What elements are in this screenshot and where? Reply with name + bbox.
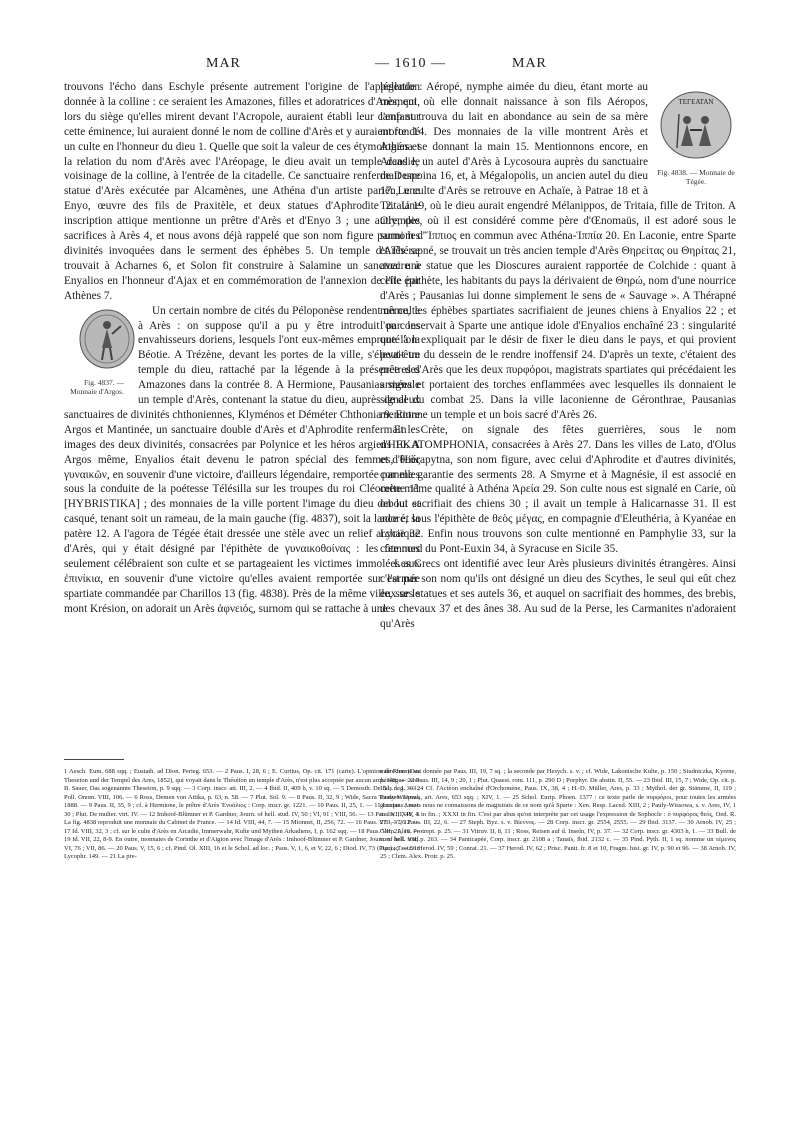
paragraph: trouvons l'écho dans Eschyle présente autrement l'origine de l'appellation donnée à la colline : ce seraient les Amazones, filles et adoratrices d'Arès, qui, lors du siège qu'elles mirent devant l'Acropole, auraient établi leur camp sur cette éminence, lui auraient donné le nom de colline d'Arès et y auraient fondé un culte en l'honneur du dieu 1. Quelle que soit la valeur de ces étymologies et la relation du nom d'Arès avec l'Aréopage, le dieu avait un temple dans le voisinage de la colline, à l'entrée de la citadelle. Ce sanctuaire renfermait une statue d'Arès exécutée par Alcamènes, une Athéna d'un artiste parien, une Enyo, œuvre des fils de Praxitèle, et deux statues d'Aphrodite 2. Une inscription attique mentionne un prêtre d'Arès et d'Enyo 3 ; une autre, des sacrifices à Arès 4, et nous avons déjà rappelé que son nom figure parmi les divinités invoquées dans le serment des éphèbes 5. Un temple d'Arès se trouvait à Acharnes 6, et Solon fit construire à Salamine un sanctuaire à Enyalios en l'honneur d'Ajax et en commémoration de l'annexion de l'île par Athènes 7. <box>64 81 420 302</box>
paragraph-text: Un certain nombre de cités du Péloponèse rendent un culte à Arès : on suppose qu'il a pu y être introduit par les envahisseurs doriens, lesquels l'ont eux-mêmes emprunté à la Béotie. A Trézène, devant les portes de la ville, s'élevait un temple du dieu, rattaché par la légende à la présence des Amazones dans la contrée 8. A Hermione, Pausanias signale un temple d'Arès, contenant la statue du dieu, auprès de deux sanctuaires de divinités chthoniennes, Klyménos et Déméter Chthonia 9. Entre Argos et Mantinée, un sanctuaire double d'Arès et d'Aphrodite renfermait les images des deux divinités, consacrées par Polynice et les héros argiens 10. A Argos même, Enyalios était devenu le patron spécial des femmes, θεὸς γυναικῶν, en souvenir d'une victoire, d'ailleurs légendaire, remportée par elles sous la conduite de la poétesse Télésilla sur les troupes du roi Cléomène 11 [HYBRISTIKA] ; des monnaies de la ville portent l'image du dieu debout et casqué, tenant soit un rameau, de la main gauche (fig. 4837), soit la lance et la patère 12. A l'agora de Tégée était dressée une stèle avec un relief archaïque d'Arès, qui y était désigné par l'épithète de γυναικοθοίνας : les femmes seulement célébraient son culte et se partageaient les victimes immolées aux ἐπινίκια, en souvenir d'une victoire qu'elles avaient remportée sur l'armée spartiate commandée par Charillos 13 (fig. 4838). Près de la même ville, sur le mont Krésion, on adorait un Arès ἀφνειός, surnom qui se rattache à une <box>64 304 420 615</box>
footnote-rule <box>64 759 124 760</box>
paragraph: Les Grecs ont identifié avec leur Arès plusieurs divinités étrangères. Ainsi c'est par son nom qu'ils ont désigné un dieu des Scythes, le seul qui eût chez eux ses statues et ses autels 36, et auquel on sacrifiait des hommes, des brebis, des chevaux 37 et des ânes 38. Au sud de la Perse, les Carmanites n'adoraient qu'Arès <box>380 558 736 630</box>
paragraph-text: légende : Aéropé, nymphe aimée du dieu, étant morte au moment où elle donnait naissance à son fils Aéropos, l'enfant trouva du lait en abondance au sein de sa mère morte 14. Des monnaies de la ville montrent Arès et Athéna se donnant la main 15. Mentionnons encore, en Arcadie, un autel d'Arès à Lycosoura auprès du sanctuaire de Despoina 16, et, à Mégalopolis, un ancien autel du dieu 17. Le culte d'Arès se retrouve en Achaïe, à Patrae 18 et à Tritaia 19, où le dieu aurait engendré Mélanippos, de Tritaia, fille de Triton. A Olympie, où il est considéré comme père d'Œnomaüs, il est adoré sous le surnom d'Ἵππιος en commun avec Athéna-Ἱππία 20. En Laconie, entre Sparte et Thérapné, se trouvait un très ancien temple d'Arès Θηρείτας ou Θηρίτας 21, avec une statue que les Dioscures auraient rapportée de Colchide : quant à cette épithète, les habitants du pays la dérivaient de Θηρώ, nom d'une nourrice d'Arès ; Pausanias lui donne simplement le sens de « Sauvage ». A Thérapné même, les éphèbes spartiates sacrifiaient de jeunes chiens à Enyalios 22 ; et l'on conservait à Sparte une antique idole d'Enyalios enchaîné 23 : singularité que l'on expliquait par le désir de fixer le dieu dans le pays, et qui provient peut-être du dessein de le rendre inoffensif 24. D'après un texte, c'étaient des prêtres d'Arès que les deux πυρφόροι, magistrats spartiates qui précédaient les armées et portaient des torches enflammées avec lesquelles ils donnaient le signal du combat 25. Dans la ville laconienne de Géronthrae, Pausanias mentionne un temple et un bois sacré d'Arès 26. <box>380 81 736 421</box>
right-column <box>380 80 736 632</box>
figure-4837 <box>64 308 130 396</box>
paragraph <box>380 80 736 423</box>
figure-caption: Fig. 4837. — Monnaie d'Argos. <box>70 377 124 396</box>
coin-legend: TEΓEATAN <box>678 98 714 106</box>
page-number: — 1610 — <box>375 56 446 71</box>
footnotes-right: mière forme est donnée par Paus. III, 19, 7 sq. ; la seconde par Hesych. s. v. ; cf. Wide, Lakonische Kulte, p. 150 ; Studniczka, Kyrene, p. 148. — 22 Paus. III, 14, 9 ; 20, 1 ; Plut. Quaest. rom. 111, p. 290 D ; Porphyr. De abstin. II, 55. — 23 Ibid. III, 15, 7 ; Wide, Op. cit. p. 151, n. 1. — 24 Cf. l'Actéon enchaîné d'Orchomène, Paus. IX, 38, 4 ; H.-D. Müller, Ares, p. 33 ; Mythol. der gr. Stämme, II, 119 ; Pauly-Wissowa, art. Ares, 653 sqq. ; XIV, 1. — 25 Schol. Eurip. Phoen. 1377 : ce texte parle de πυρφόροι, pour toutes les armées grecques ; mais nous ne connaissons de magistrats de ce nom qu'à Sparte : Xen. Resp. Laced. XIII, 2 ; Pauly-Wissowa, s. v. Ares, IV, 1 in fin. ; XIV, 3 in fin. ; XXXI in fin. C'est par abus qu'on interprète par cet usage l'expression de Sophocle : ὁ πυρφόρος θεός, Oed. R. 27. — 26 Paus. III, 22, 6. — 27 Steph. Byz. s. v. Βίεννος. — 28 Corp. inscr. gr. 2554, 2555. — 29 Ibid. 3137. — 30 Arnob. IV, 25 ; Clem. Alex. Protrept. p. 25. — 31 Vitruv. II, 8, 11 ; Ross, Reisen auf d. Inseln, IV, p. 37. — 32 Corp. inscr. gr. 4303 h, 1. — 33 Bull. de corr. hell. VII, p. 263. — 34 Panticapée, Corp. inscr. gr. 2108 a ; Tanaïs, Ibid. 2132 c. — 35 Pind. Pyth. II, 1 sq. nomme un τέμενος Ἄρεως. — 36 Herod. IV, 59 ; Conrat. 21. — 37 Herod. IV, 62 ; Prisc. Panit. fr. 8 et 10, Fragm. hist. gr. IV, p. 90 et 96. — 38 Arnob. IV, 25 ; Clem. Alex. Protr. p. 25. <box>380 768 736 861</box>
argos-coin-image <box>78 308 136 370</box>
figure-4838 <box>656 90 736 186</box>
footnotes-left: 1 Aesch. Eum. 688 sqq. ; Eustath. ad Dion. Perieg. 653. — 2 Paus. I, 28, 6 ; E. Curtius, Op. cit. 171 (carte). L'opinion de Ross (Das Theseion und der Tempel des Ares, 1852), qui voyait dans le Théséion un temple d'Arès, n'est plus acceptée par aucun archéologue : voir B. Sauer, Das sogenannte Theseion, p. 9 sqq. — 3 Corp. inscr. att. III, 2. — 4 Ibid. II, 409 b, v. 10 sq. — 5 Demosth. De fals. leg. 303 ; Poll. Onom. VIII, 106. — 6 Ross, Demen von Attika, p. 63, n. 58. — 7 Plut. Sol. 9. — 8 Paus. II, 32, 9 ; Wide, Sacra Troezen. Upsal, 1888. — 9 Paus. II, 35, 9 ; cf. à Hermione, le prêtre d'Arès Ἐνυάλιος : Corp. inscr. gr. 1221. — 10 Paus. II, 25, 1. — 11 Lucian. Amor. 30 ; Plut. De mulier. virt. IV. — 12 Imhoof-Blümner et P. Gardner, Journ. of hell. stud. IV, 50 ; VI, 91 ; VIII, 56. — 13 Paus. VIII, 48, 4. La fig. 4838 reproduit une monnaie du Cabinet de France. — 14 Id. VIII, 44, 7. — 15 Mionnet, II, 256, 72. — 16 Paus. VIII, 37, 12. — 17 Id. VIII, 32, 3 ; cf. sur le culte d'Arès en Arcadie, Immerwahr, Kulte und Mythen Arkadiens, I, p. 162 sqq. — 18 Paus. VII, 21, 10. — 19 Id. VII, 22, 8-9. En outre, monnaies de Corinthe et d'Aigion avec l'image d'Arès : Imhoof-Blümner et P. Gardner, Journ. of hell. stud. VI, 76 ; VII, 86. — 20 Paus. V, 15, 6 ; cf. Pind. Ol. XIII, 16 et le Schol. ad loc. ; Paus. V, 1, 6, et V, 22, 6 ; Diod. IV, 73 (Pisc) ; Tzetz. in Lycophr. 149. — 21 La pre- <box>64 768 420 861</box>
left-column <box>64 80 420 617</box>
paragraph: En Crète, on signale des fêtes guerrières, sous le nom d'HEKATOMPHONIA, consacrées à Arès 27. Dans les villes de Lato, d'Olus et d'Hiérapytna, son nom figure, avec celui d'Aphrodite et d'autres divinités, comme garantie des serments 28. A Smyrne et à Magnésie, il est associé en cette même qualité à Athéna Ἀρεία 29. Son culte nous est signalé en Carie, où on lui sacrifiait des chiens 30 ; il avait un temple à Halicarnasse 31. Il est adoré, sous l'épithète de θεὸς μέγας, en compagnie d'Eleuthéria, à Kyanéae en Lycie 32. Enfin nous trouvons son culte mentionné en Pamphylie 33, sur la côte nord du Pont-Euxin 34, à Syracuse en Sicile 35. <box>380 423 736 556</box>
figure-caption: Fig. 4838. — Monnaie de Tégée. <box>657 167 735 186</box>
tegea-coin-image <box>659 90 733 160</box>
page-header <box>0 56 800 76</box>
header-left-word: MAR <box>206 56 241 71</box>
paragraph <box>64 304 420 617</box>
header-right-word: MAR <box>512 56 547 71</box>
